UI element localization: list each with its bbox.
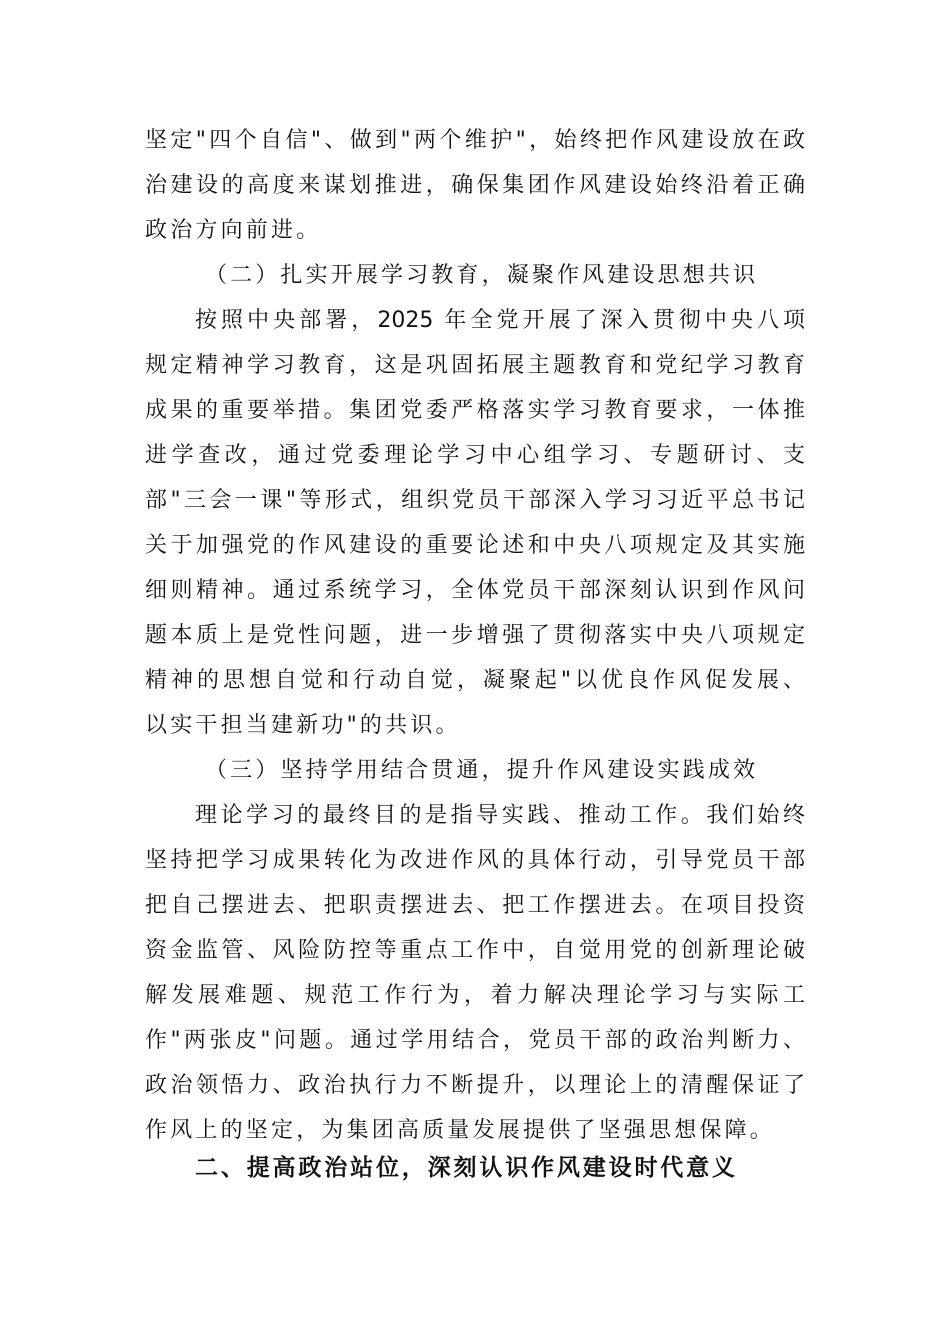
paragraph-line: 关于加强党的作风建设的重要论述和中央八项规定及其实施 (145, 533, 805, 558)
paragraph-line: 政治方向前进。 (145, 218, 322, 243)
chapter-heading: 二、提高政治站位，深刻认识作风建设时代意义 (195, 1155, 735, 1181)
paragraph-line: 成果的重要举措。集团党委严格落实学习教育要求，一体推 (145, 398, 805, 423)
paragraph-line: 作"两张皮"问题。通过学用结合，党员干部的政治判断力、 (145, 1028, 805, 1053)
section-heading: （三）坚持学用结合贯通，提升作风建设实践成效 (205, 758, 755, 783)
paragraph-line: 资金监管、风险防控等重点工作中，自觉用党的创新理论破 (145, 938, 805, 963)
paragraph-line: 理论学习的最终目的是指导实践、推动工作。我们始终 (195, 803, 805, 828)
paragraph-line: 细则精神。通过系统学习，全体党员干部深刻认识到作风问 (145, 578, 805, 603)
paragraph-line: 坚持把学习成果转化为改进作风的具体行动，引导党员干部 (145, 848, 805, 873)
paragraph-line: 作风上的坚定，为集团高质量发展提供了坚强思想保障。 (145, 1118, 776, 1143)
paragraph-line: 把自己摆进去、把职责摆进去、把工作摆进去。在项目投资 (145, 893, 805, 918)
paragraph-line: 坚定"四个自信"、做到"两个维护"，始终把作风建设放在政 (145, 128, 805, 153)
paragraph-line: 按照中央部署，2025 年全党开展了深入贯彻中央八项 (195, 308, 805, 333)
paragraph-line: 以实干担当建新功"的共识。 (145, 713, 461, 738)
paragraph-line: 题本质上是党性问题，进一步增强了贯彻落实中央八项规定 (145, 623, 805, 648)
paragraph-line: 政治领悟力、政治执行力不断提升，以理论上的清醒保证了 (145, 1073, 805, 1098)
paragraph-line: 进学查改，通过党委理论学习中心组学习、专题研讨、支 (145, 443, 805, 468)
paragraph-line: 部"三会一课"等形式，组织党员干部深入学习习近平总书记 (145, 488, 805, 513)
paragraph-line: 解发展难题、规范工作行为，着力解决理论学习与实际工 (145, 983, 805, 1008)
paragraph-line: 治建设的高度来谋划推进，确保集团作风建设始终沿着正确 (145, 173, 805, 198)
section-heading: （二）扎实开展学习教育，凝聚作风建设思想共识 (205, 263, 755, 288)
paragraph-line: 精神的思想自觉和行动自觉，凝聚起"以优良作风促发展、 (145, 668, 805, 693)
paragraph-line: 规定精神学习教育，这是巩固拓展主题教育和党纪学习教育 (145, 353, 805, 378)
